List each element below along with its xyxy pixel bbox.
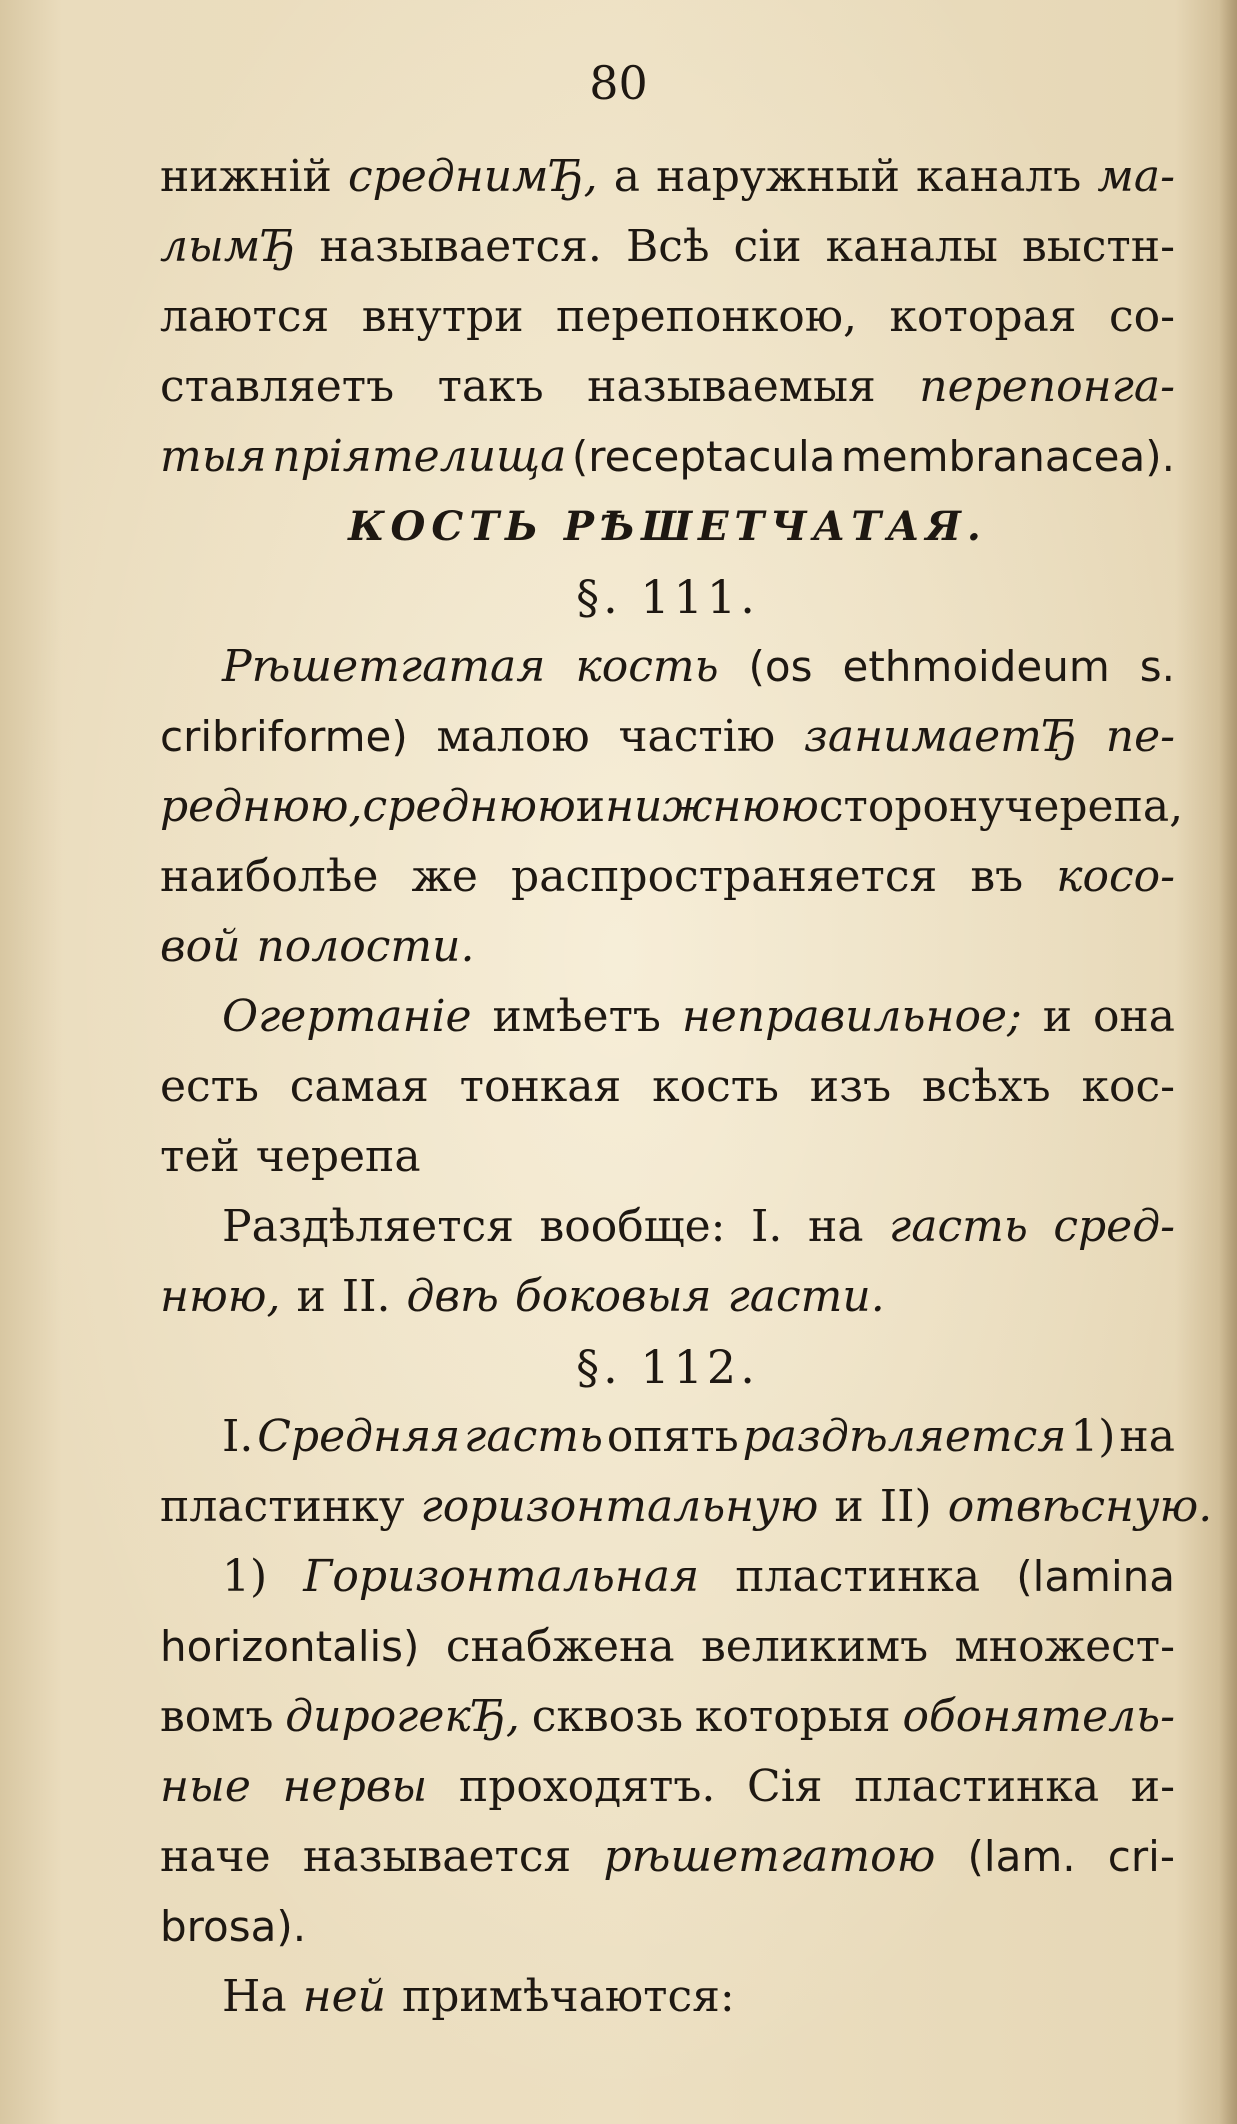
word: КОСТЬ РѢШЕТЧАТАЯ. — [348, 503, 987, 550]
word: множест- — [954, 1621, 1175, 1672]
word: примѣчаются: — [401, 1971, 735, 2022]
word: двѣ — [406, 1271, 499, 1322]
word: membranacea). — [840, 432, 1175, 481]
word: наче — [160, 1831, 271, 1882]
page-edge-shadow — [1219, 0, 1237, 2124]
word: среднимЂ, — [347, 151, 598, 202]
word: перепонга- — [919, 361, 1175, 412]
word: I. — [222, 1411, 254, 1462]
word: отвѣсную. — [947, 1481, 1213, 1532]
text-line — [160, 422, 1175, 492]
word: нервы — [282, 1761, 428, 1812]
text-line — [160, 702, 1175, 772]
word: тей — [160, 1131, 240, 1182]
word: кость — [575, 641, 719, 692]
word: Всѣ — [625, 221, 710, 272]
body-text — [160, 142, 1213, 2032]
word: на — [1119, 1411, 1175, 1462]
word: со- — [1108, 291, 1175, 342]
word: тыя — [160, 431, 267, 482]
word: horizontalis) — [160, 1622, 420, 1671]
word: пріятелища — [272, 431, 567, 482]
word: I. — [751, 1201, 783, 1252]
text-line — [160, 1052, 1175, 1122]
word: Огертаніе — [222, 991, 472, 1042]
word: занимаетЂ — [803, 711, 1078, 762]
word: лаются — [160, 291, 330, 342]
word: 1) — [222, 1551, 268, 1602]
word: черепа — [255, 1131, 421, 1182]
text-line — [160, 1682, 1175, 1752]
word: ма- — [1097, 151, 1175, 202]
word: и — [296, 1271, 326, 1322]
word: называемыя — [587, 361, 876, 412]
text-line — [160, 1962, 1175, 2032]
word: имѣетъ — [492, 991, 661, 1042]
word: наиболѣе — [160, 851, 379, 902]
word: каналъ — [916, 151, 1082, 202]
text-line — [160, 282, 1175, 352]
word: пластинка — [854, 1761, 1100, 1812]
text-line — [160, 1752, 1175, 1822]
word: нюю, — [160, 1271, 281, 1322]
word: называется. — [319, 221, 602, 272]
text-line — [160, 1262, 1175, 1332]
word: сіи — [733, 221, 802, 272]
word: и — [1042, 991, 1073, 1042]
word: ставляетъ — [160, 361, 395, 412]
word: реднюю, — [160, 781, 363, 832]
word: (receptacula — [571, 432, 836, 481]
word: Сія — [747, 1761, 823, 1812]
word: cri- — [1107, 1832, 1175, 1881]
word: пластинка — [735, 1551, 981, 1602]
word: Средняя — [257, 1411, 461, 1462]
text-line — [160, 1892, 1175, 1962]
word: гасть — [889, 1201, 1028, 1252]
word: которая — [889, 291, 1077, 342]
word: боковыя — [514, 1271, 712, 1322]
word: малою — [436, 711, 590, 762]
text-line — [160, 142, 1175, 212]
section-number — [160, 1332, 1175, 1402]
word: II. — [341, 1271, 391, 1322]
section-number — [160, 562, 1175, 632]
word: снабжена — [445, 1621, 675, 1672]
word: кость — [652, 1061, 780, 1112]
text-line — [160, 1822, 1175, 1892]
text-line — [160, 1122, 1175, 1192]
word: же — [411, 851, 478, 902]
word: пластинку — [160, 1481, 405, 1532]
word: обонятель- — [902, 1691, 1175, 1742]
word: перепонкою, — [556, 291, 858, 342]
page-number: 80 — [589, 56, 648, 110]
text-line — [160, 1402, 1175, 1472]
word: вой — [160, 921, 241, 972]
word: самая — [289, 1061, 429, 1112]
word: такъ — [437, 361, 544, 412]
word: и — [575, 781, 606, 832]
section-heading — [160, 492, 1175, 562]
word: кос- — [1081, 1061, 1175, 1112]
word: выстн- — [1021, 221, 1175, 272]
word: изъ — [809, 1061, 892, 1112]
word: въ — [970, 851, 1024, 902]
text-line — [160, 982, 1175, 1052]
word: раздѣляется — [742, 1411, 1067, 1462]
word: всѣхъ — [921, 1061, 1051, 1112]
word: а — [613, 151, 641, 202]
text-line — [160, 352, 1175, 422]
word: на — [807, 1201, 864, 1252]
word: великимъ — [701, 1621, 929, 1672]
word: вомъ — [160, 1691, 274, 1742]
text-line — [160, 912, 1175, 982]
word: Горизонтальная — [303, 1551, 700, 1602]
word: рѣшетгатою — [603, 1831, 936, 1882]
text-line — [160, 1542, 1175, 1612]
word: сред- — [1053, 1201, 1175, 1252]
word: гасть — [464, 1411, 603, 1462]
word: косо- — [1056, 851, 1175, 902]
word: которыя — [694, 1691, 891, 1742]
word: brosa). — [160, 1902, 307, 1951]
word: (lam. — [967, 1832, 1076, 1881]
word: опять — [606, 1411, 739, 1462]
word: распространяется — [511, 851, 938, 902]
word: называется — [302, 1831, 572, 1882]
word: §. 111. — [576, 570, 759, 624]
word: наружный — [656, 151, 900, 202]
word: §. 112. — [576, 1340, 759, 1394]
word: II) — [879, 1481, 932, 1532]
word: и- — [1130, 1761, 1175, 1812]
word: сторону — [818, 781, 1005, 832]
word: Раздѣляется — [222, 1201, 514, 1252]
text-line — [160, 842, 1175, 912]
word: проходятъ. — [458, 1761, 716, 1812]
word: (lamina — [1016, 1552, 1175, 1601]
word: среднюю — [362, 781, 576, 832]
word: Рѣшетгатая — [222, 641, 546, 692]
word: сквозь — [531, 1691, 684, 1742]
word: cribriforme) — [160, 712, 408, 761]
word: 1) — [1070, 1411, 1116, 1462]
text-line — [160, 772, 1184, 842]
word: горизонтальную — [420, 1481, 819, 1532]
text-line — [160, 632, 1175, 702]
text-line — [160, 1612, 1175, 1682]
text-line — [160, 212, 1175, 282]
word: нижнюю — [605, 781, 819, 832]
word: есть — [160, 1061, 259, 1112]
word: ethmoideum — [842, 642, 1110, 691]
word: ней — [302, 1971, 386, 2022]
word: пе- — [1105, 711, 1175, 762]
word: ные — [160, 1761, 251, 1812]
word: s. — [1139, 642, 1175, 691]
word: частію — [618, 711, 776, 762]
text-line — [160, 1192, 1175, 1262]
word: и — [834, 1481, 864, 1532]
word: полости. — [256, 921, 475, 972]
word: каналы — [825, 221, 998, 272]
word: дирогекЂ, — [285, 1691, 520, 1742]
word: На — [222, 1971, 287, 2022]
word: (os — [748, 642, 813, 691]
word: нижній — [160, 151, 332, 202]
word: гасти. — [727, 1271, 885, 1322]
word: черепа, — [1004, 781, 1184, 832]
word: неправильное; — [681, 991, 1022, 1042]
word: лымЂ — [160, 221, 296, 272]
text-line — [160, 1472, 1213, 1542]
word: она — [1092, 991, 1175, 1042]
word: тонкая — [459, 1061, 622, 1112]
word: внутри — [361, 291, 524, 342]
word: вообще: — [539, 1201, 726, 1252]
